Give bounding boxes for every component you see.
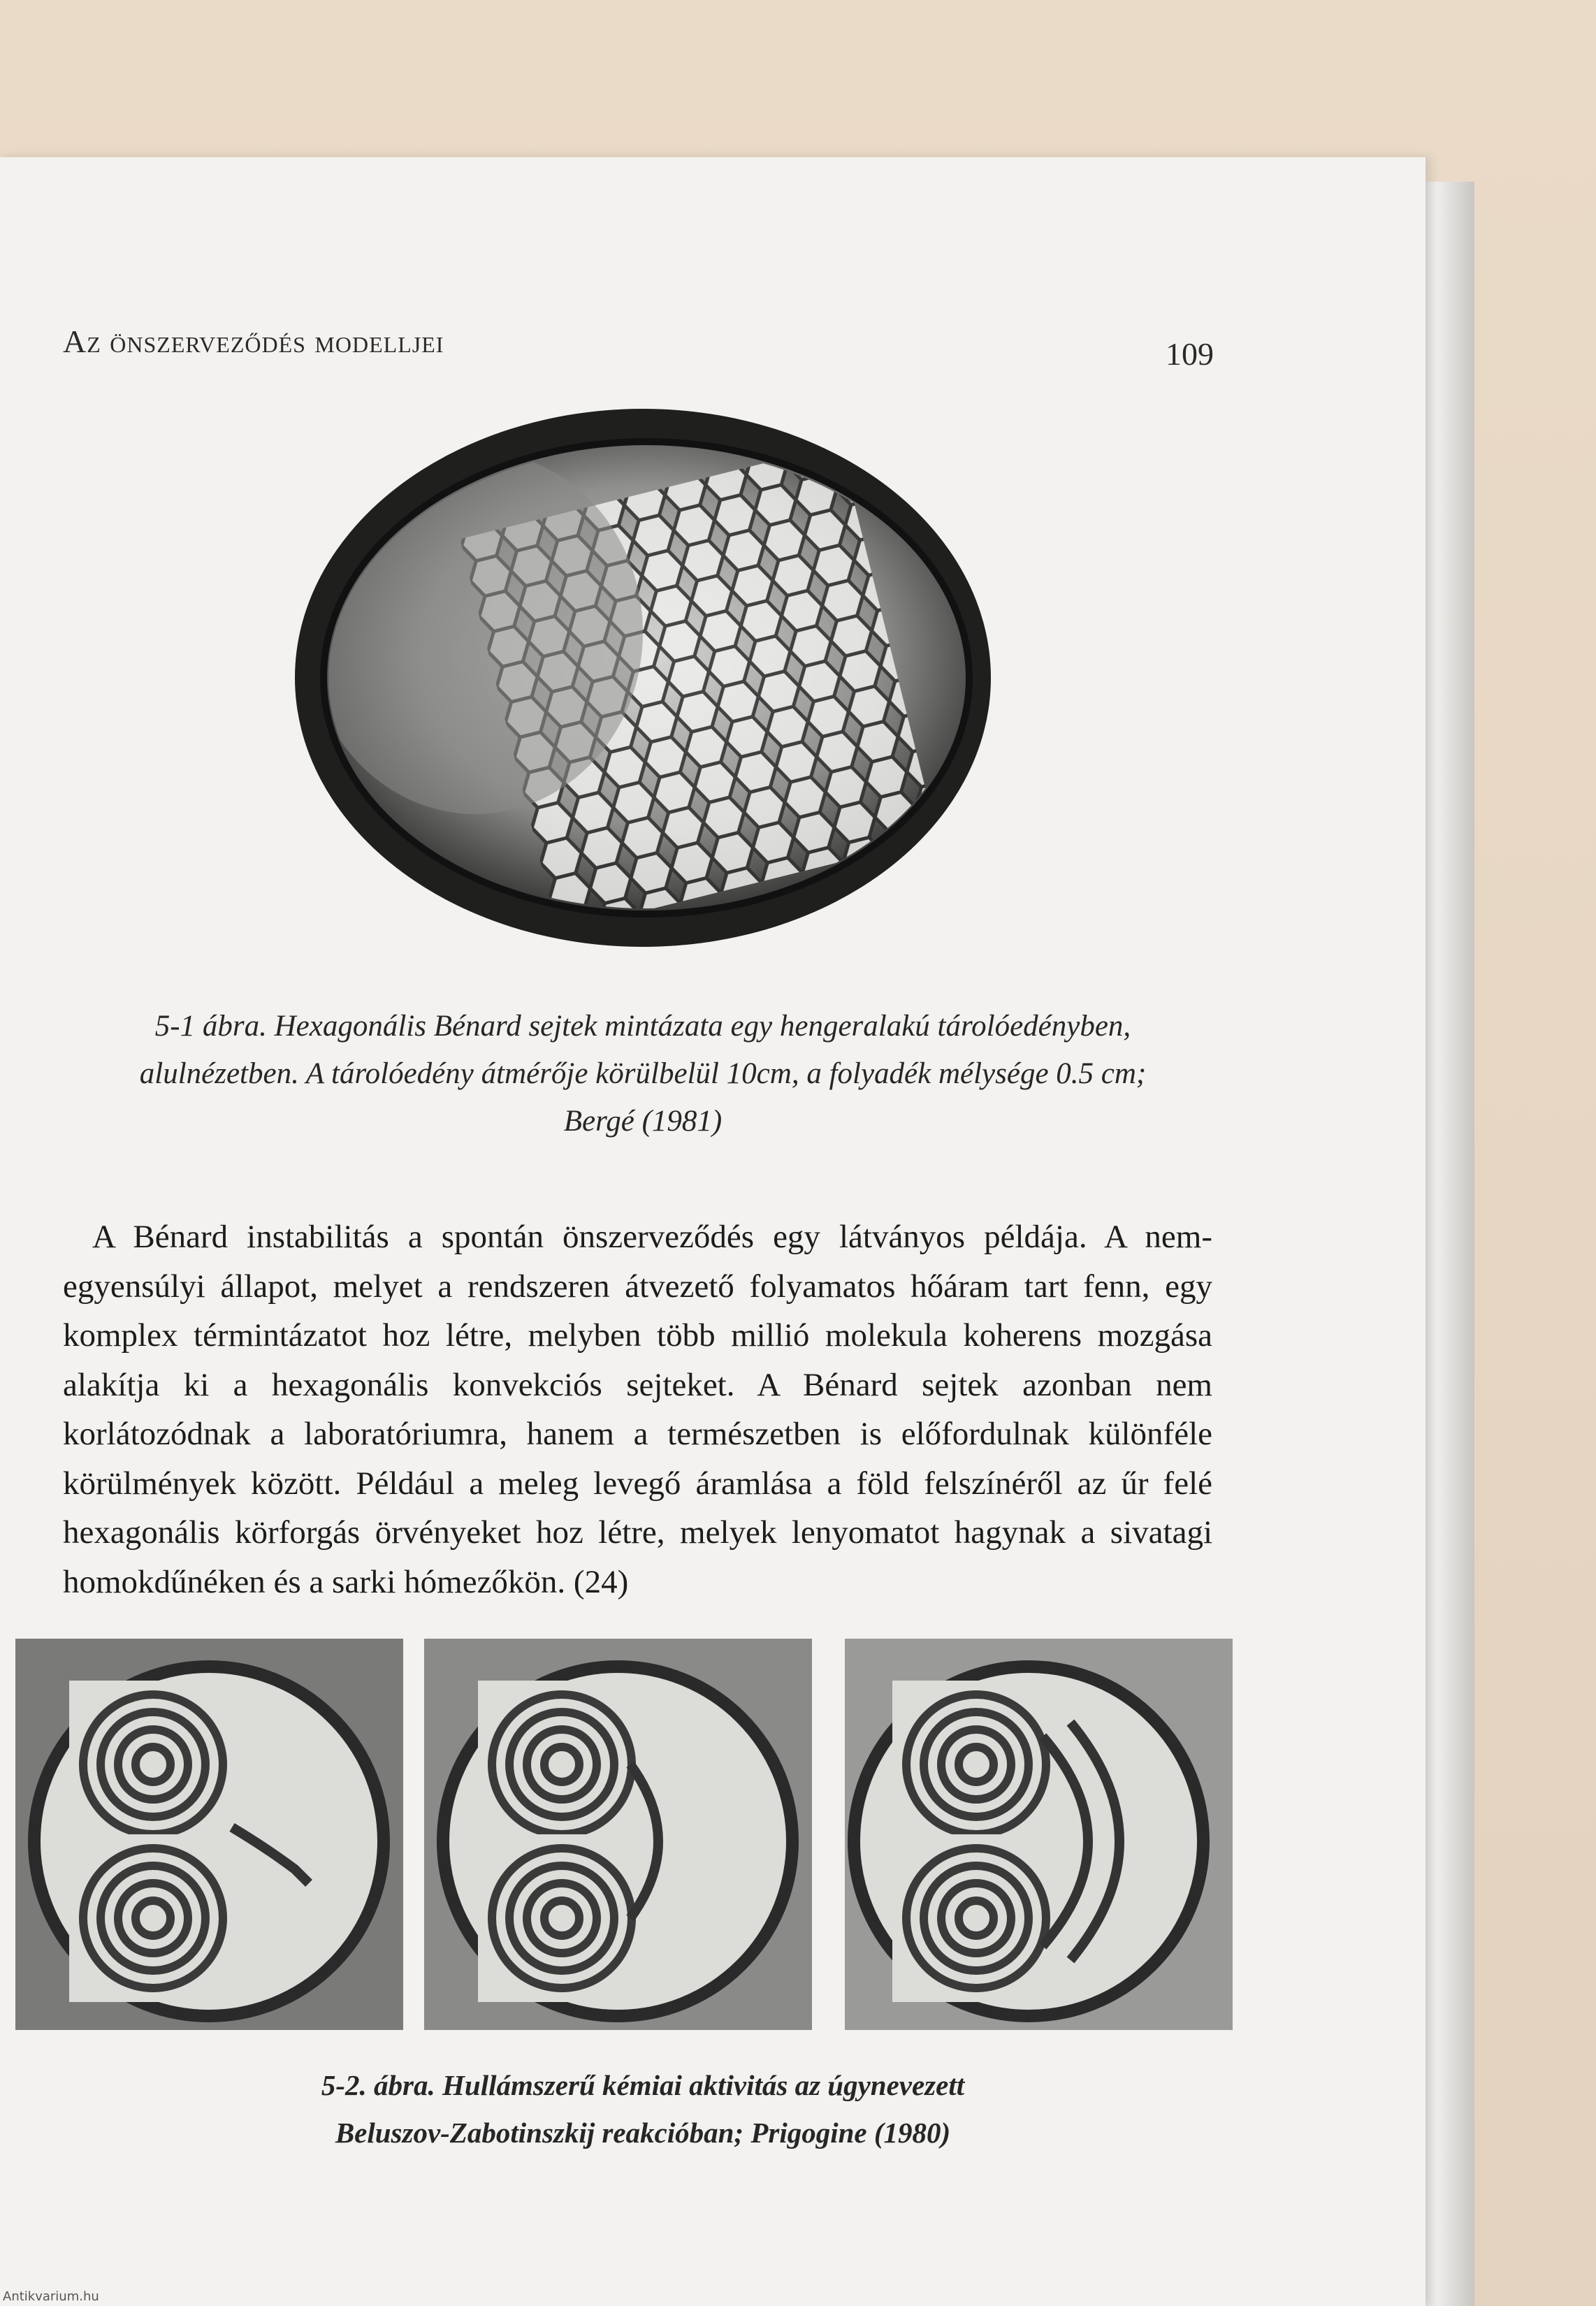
bz-reaction-photos [15, 1639, 1233, 2030]
figure-1-caption [42, 1003, 1244, 1145]
body-text [63, 1212, 1212, 1607]
bz-panel-3 [845, 1639, 1233, 2030]
running-head: Az önszerveződés modelljei [63, 324, 444, 359]
paragraph: A Bénard instabilitás a spontán önszerveződés egy látványos példája. A nem-egyensúlyi állapot, melyet a rendszeren átvezető folyamatos hőáram tart fenn, egy komplex términtázatot hoz létre, melyben több millió molekula koherens mozgása alakítja ki a hexagonális konvekciós sejteket. A Bénard sejtek azonban nem korlátozódnak a laboratóriumra, hanem a természetben is előfordulnak különféle körülmények között. Például a meleg levegő áramlása a föld felszínéről az űr felé hexagonális körforgás örvényeket hoz létre, melyek lenyomatot hagynak a sivatagi homokdűnéken és a sarki hómezőkön. (24) [63, 1219, 1212, 1600]
caption-line: Beluszov-Zabotinszkij reakcióban; Prigogine (1980) [335, 2117, 951, 2149]
figure-2-caption [119, 2061, 1167, 2156]
watermark: Antikvarium.hu [3, 2289, 99, 2304]
caption-line: 5-2. ábra. Hullámszerű kémiai aktivitás az úgynevezett [321, 2069, 965, 2101]
caption-line: alulnézetben. A tárolóedény átmérője körülbelül 10cm, a folyadék mélysége 0.5 cm; [139, 1057, 1147, 1090]
caption-line: Bergé (1981) [563, 1105, 723, 1138]
page-number: 109 [1166, 336, 1214, 372]
bz-panel-1 [15, 1639, 403, 2030]
caption-line: 5-1 ábra. Hexagonális Bénard sejtek mintázata egy hengeralakú tárolóedényben, [154, 1010, 1131, 1043]
benard-cells-photo [293, 402, 992, 954]
bz-panel-2 [424, 1639, 812, 2030]
